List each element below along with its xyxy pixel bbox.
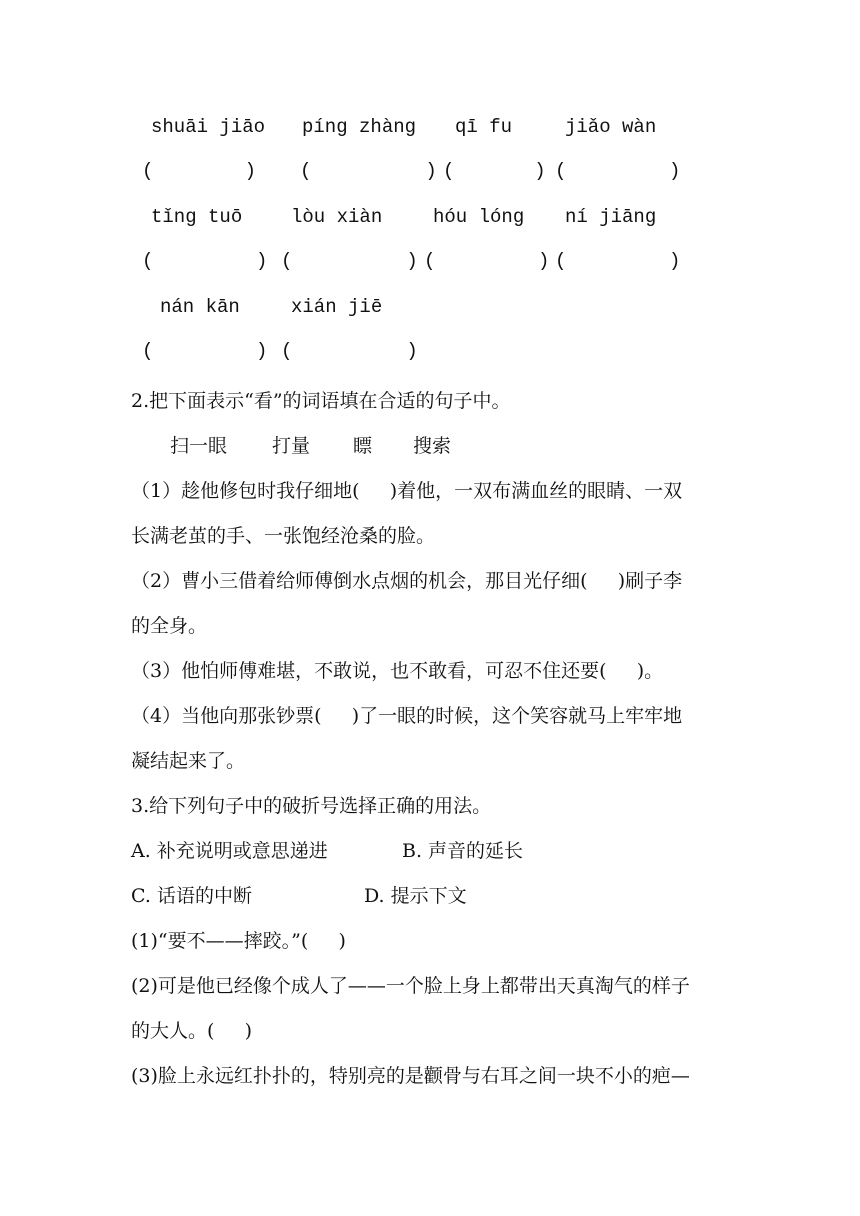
pinyin-2-1: tǐng tuō (151, 206, 243, 228)
blank-1-1: ( ) (142, 160, 257, 182)
blank-2-1: ( ) (142, 250, 268, 272)
pinyin-2-2: lòu xiàn (291, 206, 383, 228)
blank-1-3: ( ) (443, 160, 546, 182)
blank-2-3: ( ) (424, 250, 550, 272)
q3-option-d: D. 提示下文 (364, 885, 467, 907)
q3-item-1: (1)“要不——摔跤。”( ) (131, 930, 346, 952)
pinyin-3-2: xián jiē (291, 296, 383, 318)
blank-1-2: ( ) (300, 160, 437, 182)
blank-3-1: ( ) (142, 340, 268, 362)
blank-2-2: ( ) (281, 250, 418, 272)
blank-1-4: ( ) (555, 160, 681, 182)
q2-item-1-line-1: （1）趁他修包时我仔细地( )着他，一双布满血丝的眼睛、一双 (131, 480, 683, 502)
pinyin-2-3: hóu lóng (433, 206, 525, 228)
q3-item-3-line-1: (3)脸上永远红扑扑的，特别亮的是颧骨与右耳之间一块不小的疤— (131, 1065, 690, 1087)
q3-item-2-line-1: (2)可是他已经像个成人了——一个脸上身上都带出天真淘气的样子 (131, 975, 690, 997)
q2-word: 搜索 (413, 435, 452, 457)
q2-title: 2.把下面表示“看”的词语填在合适的句子中。 (131, 390, 511, 412)
q3-option-a: A. 补充说明或意思递进 (131, 840, 328, 862)
pinyin-3-1: nán kān (160, 296, 240, 318)
pinyin-1-4: jiǎo wàn (565, 116, 657, 138)
blank-3-2: ( ) (281, 340, 418, 362)
blank-2-4: ( ) (555, 250, 681, 272)
q3-title: 3.给下列句子中的破折号选择正确的用法。 (131, 795, 492, 817)
q2-item-4-line-2: 凝结起来了。 (131, 750, 246, 772)
pinyin-2-4: ní jiāng (565, 206, 657, 228)
q3-item-2-line-2: 的大人。( ) (131, 1020, 253, 1042)
q2-item-4-line-1: （4）当他向那张钞票( )了一眼的时候，这个笑容就马上牢牢地 (131, 705, 683, 727)
q2-item-1-line-2: 长满老茧的手、一张饱经沧桑的脸。 (131, 525, 436, 547)
q2-word: 打量 (272, 435, 311, 457)
pinyin-1-2: píng zhàng (302, 116, 417, 138)
q3-option-b: B. 声音的延长 (402, 840, 524, 862)
q2-item-2-line-2: 的全身。 (131, 615, 208, 637)
q2-word: 瞟 (353, 435, 373, 457)
q2-word: 扫一眼 (170, 435, 228, 457)
pinyin-1-3: qī fu (455, 116, 513, 138)
q3-option-c: C. 话语的中断 (131, 885, 252, 907)
q2-item-3: （3）他怕师傅难堪，不敢说，也不敢看，可忍不住还要( )。 (131, 660, 664, 682)
pinyin-1-1: shuāi jiāo (151, 116, 266, 138)
q2-item-2-line-1: （2）曹小三借着给师傅倒水点烟的机会，那目光仔细( )刷子李 (131, 570, 683, 592)
